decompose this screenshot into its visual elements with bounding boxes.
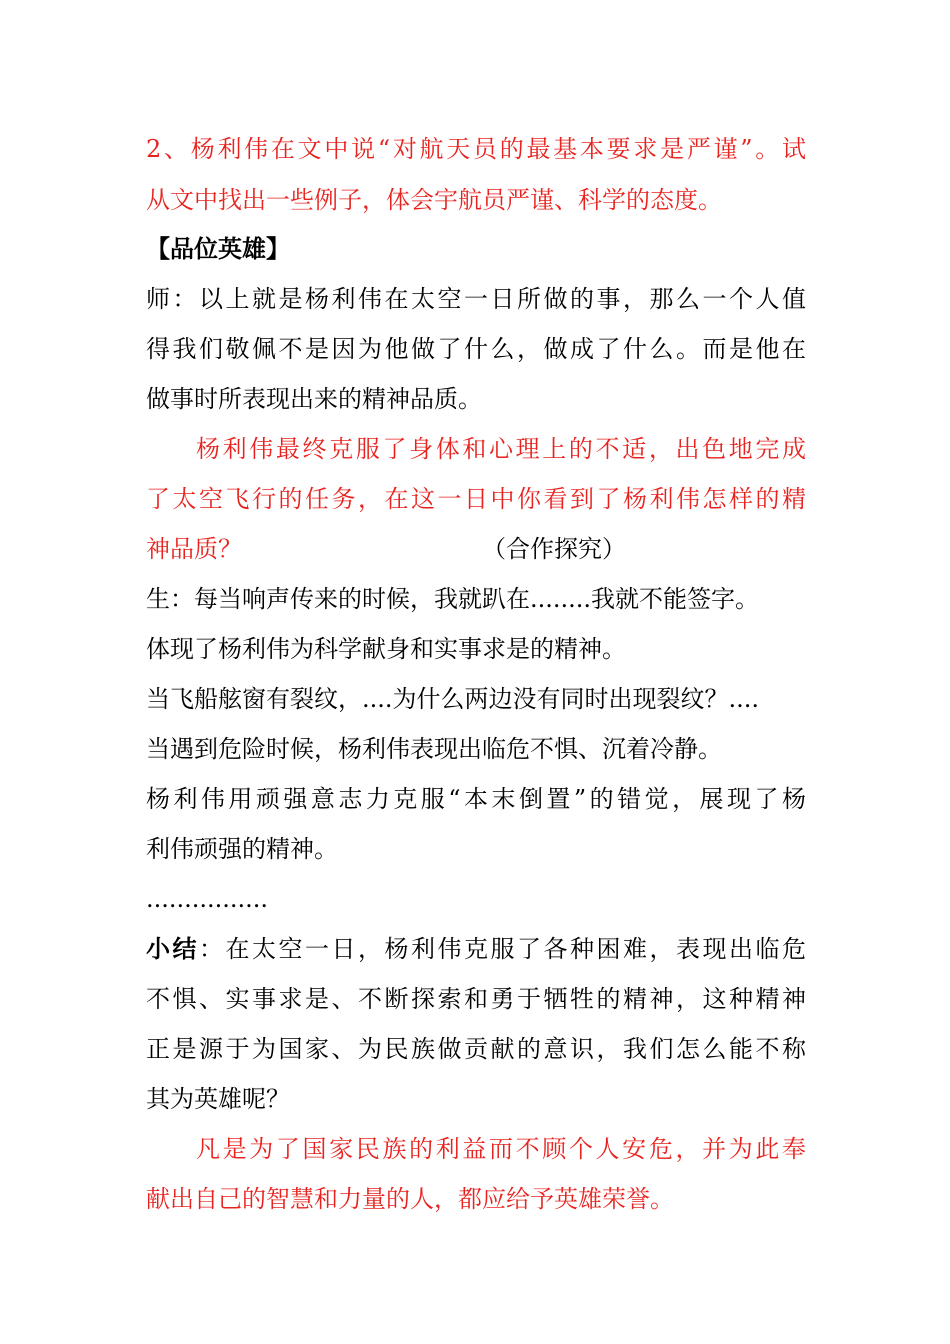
- summary-line-1-text: ：在太空一日，杨利伟克服了各种困难，表现出临危: [199, 935, 806, 963]
- prompt-line-2: 了太空飞行的任务，在这一日中你看到了杨利伟怎样的精: [146, 485, 806, 513]
- student-line-6: 利伟顽强的精神。: [146, 835, 338, 863]
- conclusion-line-1: 凡是为了国家民族的利益而不顾个人安危，并为此奉: [196, 1135, 806, 1163]
- summary-line-1: [146, 932, 806, 966]
- question-2-line-1: 2、杨利伟在文中说“对航天员的最基本要求是严谨”。试: [146, 135, 806, 163]
- student-line-5: 杨利伟用顽强意志力克服“本末倒置”的错觉，展现了杨: [146, 785, 806, 813]
- cooperative-inquiry-note: （合作探究）: [482, 535, 626, 563]
- teacher-line-2: 得我们敬佩不是因为他做了什么，做成了什么。而是他在: [146, 335, 806, 363]
- student-line-1: 生：每当响声传来的时候，我就趴在........我就不能签字。: [146, 585, 760, 613]
- section-heading: 【品位英雄】: [146, 234, 290, 263]
- summary-line-3: 正是源于为国家、为民族做贡献的意识，我们怎么能不称: [146, 1035, 806, 1063]
- conclusion-line-2: 献出自己的智慧和力量的人，都应给予英雄荣誉。: [146, 1185, 674, 1213]
- student-line-3: 当飞船舷窗有裂纹，....为什么两边没有同时出现裂纹？....: [146, 685, 760, 713]
- prompt-question: 神品质？: [146, 535, 242, 563]
- student-ellipsis: ................: [146, 885, 269, 913]
- summary-label: 小结: [146, 934, 199, 963]
- summary-line-4: 其为英雄呢？: [146, 1085, 290, 1113]
- summary-line-2: 不惧、实事求是、不断探索和勇于牺牲的精神，这种精神: [146, 985, 806, 1013]
- student-line-4: 当遇到危险时候，杨利伟表现出临危不惧、沉着冷静。: [146, 735, 722, 763]
- teacher-line-1: 师：以上就是杨利伟在太空一日所做的事，那么一个人值: [146, 285, 806, 313]
- teacher-line-3: 做事时所表现出来的精神品质。: [146, 385, 482, 413]
- student-line-2: 体现了杨利伟为科学献身和实事求是的精神。: [146, 635, 626, 663]
- question-2-line-2: 从文中找出一些例子，体会宇航员严谨、科学的态度。: [146, 186, 722, 214]
- prompt-line-1: 杨利伟最终克服了身体和心理上的不适，出色地完成: [196, 435, 806, 463]
- prompt-line-3: [146, 532, 626, 566]
